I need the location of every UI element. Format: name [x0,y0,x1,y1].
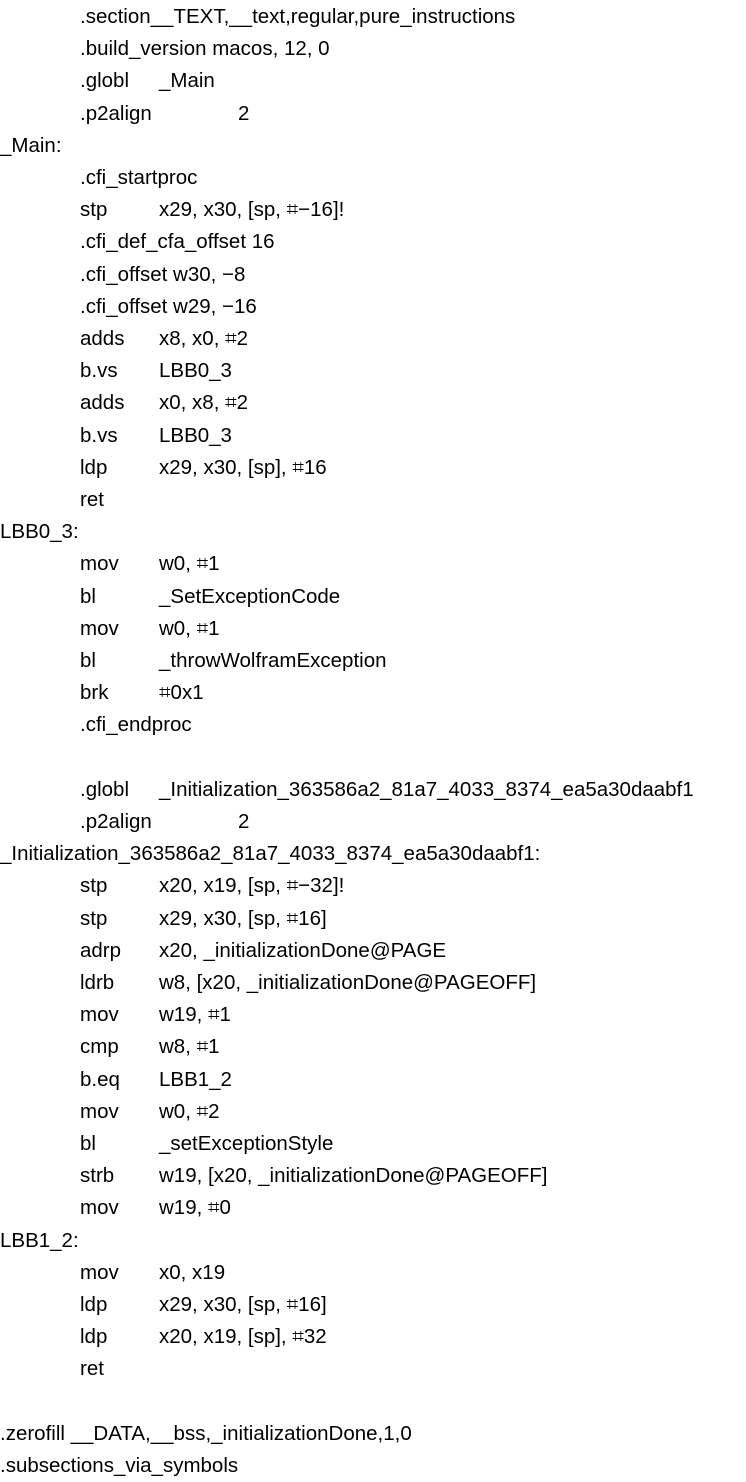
instruction-mnemonic: mov [80,1260,119,1284]
instruction-mnemonic: mov [80,1099,119,1123]
code-label: _Initialization_363586a2_81a7_4033_8374_ea5a30daabf1: [0,842,541,866]
code-label: LBB0_3: [0,520,79,544]
instruction-mnemonic: .p2align [80,810,152,833]
instruction-mnemonic: stp [80,906,108,930]
instruction-mnemonic: stp [80,198,108,222]
instruction-mnemonic: bl [80,584,96,608]
instruction-mnemonic: .cfi_offset w29, −16 [80,294,257,318]
instruction-mnemonic: adrp [80,938,122,962]
instruction-operands: _throwWolframException [159,649,387,672]
instruction-mnemonic: adds [80,391,125,415]
instruction-operands: _SetExceptionCode [159,584,341,608]
instruction-mnemonic: .cfi_def_cfa_offset 16 [80,230,275,254]
instruction-operands: _setExceptionStyle [159,1132,334,1155]
instruction-operands: w8, ⌗1 [159,1035,220,1059]
instruction-mnemonic: ldp [80,455,108,479]
instruction-operands: w0, ⌗2 [159,1099,220,1123]
code-label: .zerofill __DATA,__bss,_initializationDone,1,0 [0,1421,412,1445]
instruction-operands: w0, ⌗1 [159,552,220,576]
instruction-mnemonic: .build_version macos, 12, 0 [80,37,330,61]
instruction-operands: x20, x19, [sp, ⌗−32]! [159,874,345,898]
instruction-mnemonic: b.eq [80,1067,120,1091]
instruction-mnemonic: ret [80,488,104,511]
instruction-mnemonic: ldp [80,1325,108,1349]
instruction-operands: x29, x30, [sp, ⌗16] [159,906,327,930]
instruction-operands: x29, x30, [sp, ⌗16] [159,1293,327,1316]
instruction-operands: LBB0_3 [159,423,232,447]
instruction-operands: w19, ⌗0 [159,1196,231,1220]
instruction-mnemonic: cmp [80,1035,119,1059]
instruction-operands: w19, ⌗1 [159,1003,231,1027]
instruction-mnemonic: bl [80,1132,96,1155]
instruction-mnemonic: mov [80,552,119,576]
instruction-mnemonic: bl [80,649,96,672]
instruction-mnemonic: .globl [80,69,130,93]
instruction-operands: x29, x30, [sp, ⌗−16]! [159,198,345,222]
instruction-operands: ⌗0x1 [159,681,204,705]
instruction-operands: w8, [x20, _initializationDone@PAGEOFF] [159,971,537,994]
instruction-mnemonic: mov [80,616,119,640]
instruction-operands: x8, x0, ⌗2 [159,327,249,350]
instruction-mnemonic: b.vs [80,359,118,383]
instruction-operands: _Main [159,69,215,93]
instruction-mnemonic: adds [80,327,125,350]
instruction-operands: w0, ⌗1 [159,616,220,640]
code-label: _Main: [0,133,62,157]
instruction-operands: x20, x19, [sp], ⌗32 [159,1325,327,1349]
instruction-operands: x0, x19 [159,1260,226,1284]
instruction-operands: x20, _initializationDone@PAGE [159,938,447,962]
instruction-operands: w19, [x20, _initializationDone@PAGEOFF] [159,1164,548,1188]
instruction-operands: LBB1_2 [159,1067,232,1091]
instruction-operands: x0, x8, ⌗2 [159,391,249,415]
instruction-mnemonic: brk [80,681,109,705]
instruction-operands: LBB0_3 [159,359,232,383]
instruction-mnemonic: strb [80,1164,115,1188]
instruction-mnemonic: ldp [80,1293,108,1316]
instruction-mnemonic: ret [80,1357,104,1381]
instruction-mnemonic: b.vs [80,423,118,447]
instruction-mnemonic: .p2align [80,101,152,125]
code-label: .subsections_via_symbols [0,1454,239,1477]
code-label: LBB1_2: [0,1228,79,1252]
instruction-mnemonic: .cfi_endproc [80,713,192,737]
instruction-operands: _Initialization_363586a2_81a7_4033_8374_ea5a30daabf1 [159,777,694,801]
instruction-operands: x29, x30, [sp], ⌗16 [159,455,327,479]
instruction-operands: 2 [238,810,250,833]
instruction-mnemonic: .section__TEXT,__text,regular,pure_instructions [80,5,516,28]
instruction-mnemonic: mov [80,1196,119,1220]
instruction-operands: 2 [238,101,250,125]
instruction-mnemonic: .cfi_offset w30, −8 [80,262,246,286]
instruction-mnemonic: .cfi_startproc [80,166,198,189]
instruction-mnemonic: stp [80,874,108,898]
instruction-mnemonic: ldrb [80,971,115,994]
instruction-mnemonic: .globl [80,777,130,801]
instruction-mnemonic: mov [80,1003,119,1027]
